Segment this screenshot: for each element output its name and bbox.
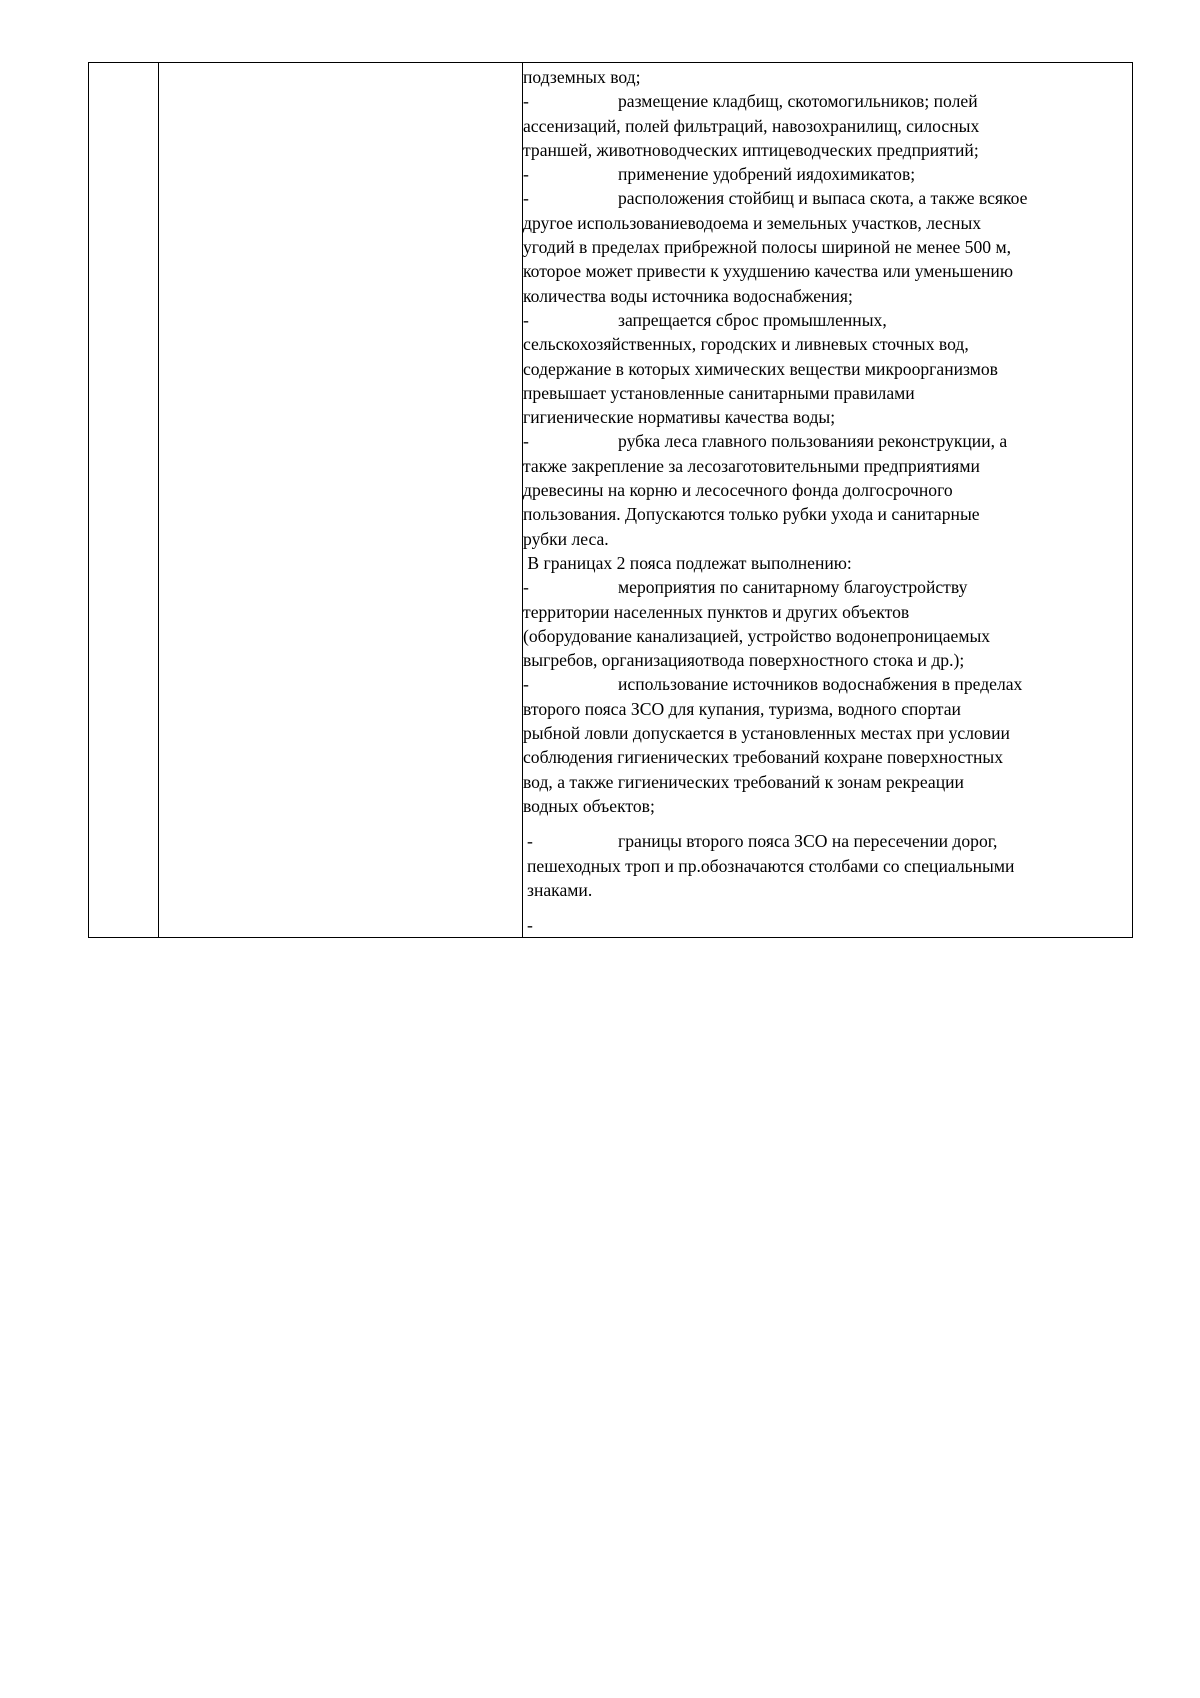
list-item: [523, 186, 1127, 210]
list-dash: -: [523, 431, 529, 452]
text-line: которое может привести к ухудшению качества или уменьшению: [523, 261, 1013, 282]
list-dash: -: [523, 188, 529, 209]
text-line: знаками.: [527, 879, 593, 900]
list-dash: -: [523, 577, 529, 598]
section-heading: В границах 2 пояса подлежат выполнению:: [523, 552, 852, 573]
text-line: границы второго пояса ЗСО на пересечении дорог,: [618, 831, 998, 852]
text-line: пешеходных троп и пр.обозначаются столбами со специальными: [527, 855, 1015, 876]
text-line: водных объектов;: [523, 795, 655, 816]
text-line: вод, а также гигиенических требований к зонам рекреации: [523, 771, 964, 792]
list-item: [523, 429, 1127, 453]
text-line: угодий в пределах прибрежной полосы шириной не менее 500 м,: [523, 237, 1011, 258]
text-line: сельскохозяйственных, городских и ливневых сточных вод,: [523, 334, 969, 355]
list-item: [523, 308, 1127, 332]
text-line: применение удобрений иядохимикатов;: [618, 164, 916, 185]
text-line: древесины на корню и лесосечного фонда долгосрочного: [523, 480, 953, 501]
text-line: использование источников водоснабжения в пределах: [618, 674, 1023, 695]
text-line: содержание в которых химических веществи микроорганизмов: [523, 358, 998, 379]
text-line: территории населенных пунктов и других объектов: [523, 601, 910, 622]
text-line: рыбной ловли допускается в установленных местах при условии: [523, 723, 1010, 744]
text-line: запрещается сброс промышленных,: [618, 309, 887, 330]
list-dash: -: [527, 915, 533, 936]
list-item: [523, 89, 1127, 113]
document-table: [88, 62, 1133, 938]
text-line: другое использованиеводоема и земельных участков, лесных: [523, 212, 982, 233]
text-line: ассенизаций, полей фильтраций, навозохранилищ, силосных: [523, 115, 980, 136]
text-line: выгребов, организацияотвода поверхностного стока и др.);: [523, 650, 965, 671]
list-dash: -: [523, 91, 529, 112]
text-line: подземных вод;: [523, 67, 641, 87]
list-item: [523, 162, 1127, 186]
text-line: количества воды источника водоснабжения;: [523, 285, 853, 306]
list-item: [523, 672, 1127, 696]
table-cell-text: [523, 65, 1127, 937]
text-line: расположения стойбищ и выпаса скота, а также всякое: [618, 188, 1028, 209]
text-line: второго пояса ЗСО для купания, туризма, водного спортаи: [523, 698, 961, 719]
list-item: [523, 829, 1127, 853]
text-line: соблюдения гигиенических требований кохране поверхностных: [523, 747, 1004, 768]
text-line: размещение кладбищ, скотомогильников; полей: [618, 91, 978, 112]
list-dash: -: [527, 831, 533, 852]
text-line: траншей, животноводческих иптицеводческих предприятий;: [523, 139, 979, 160]
list-dash: -: [523, 309, 529, 330]
list-item: [523, 913, 1127, 937]
column-divider-1: [158, 63, 159, 937]
text-line: рубка леса главного пользованияи реконструкции, а: [618, 431, 1008, 452]
text-line: превышает установленные санитарными правилами: [523, 382, 915, 403]
text-line: (оборудование канализацией, устройство водонепроницаемых: [523, 625, 991, 646]
text-line: мероприятия по санитарному благоустройству: [618, 577, 968, 598]
text-line: также закрепление за лесозаготовительными предприятиями: [523, 455, 980, 476]
text-line: гигиенические нормативы качества воды;: [523, 407, 836, 428]
text-line: пользования. Допускаются только рубки ухода и санитарные: [523, 504, 980, 525]
list-dash: -: [523, 674, 529, 695]
text-line: рубки леса.: [523, 528, 609, 549]
list-dash: -: [523, 164, 529, 185]
list-item: [523, 575, 1127, 599]
